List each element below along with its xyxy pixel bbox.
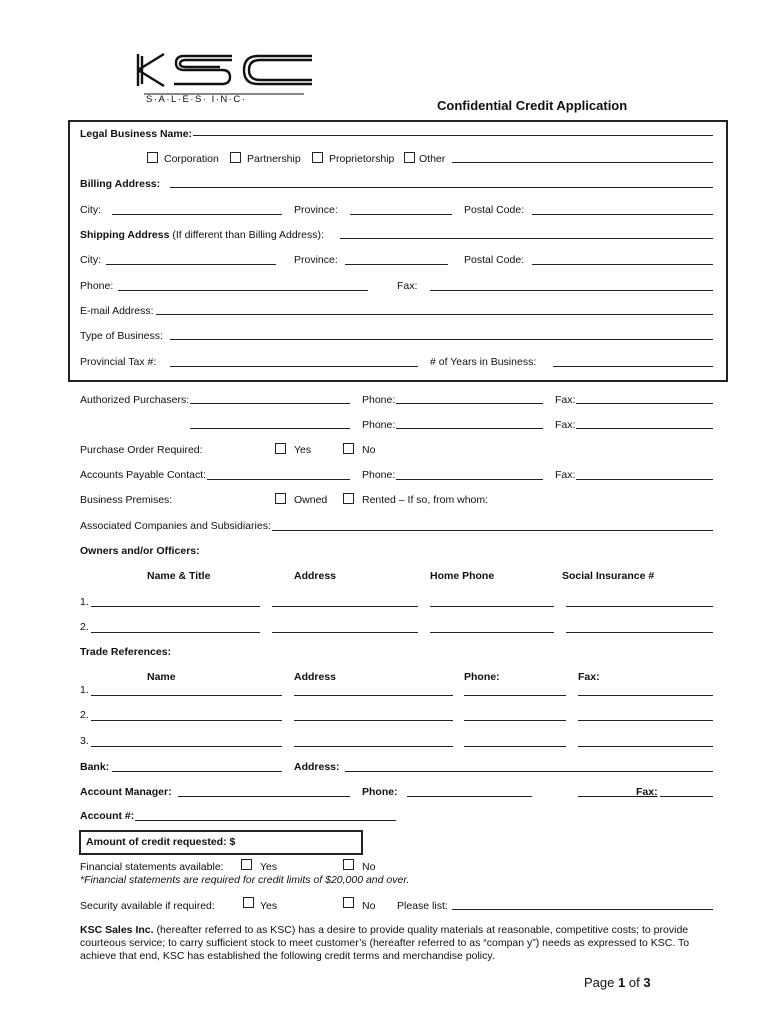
proprietorship-label: Proprietorship bbox=[329, 153, 395, 165]
trade-3-fax[interactable] bbox=[578, 746, 713, 747]
authorized-label: Authorized Purchasers: bbox=[80, 394, 190, 406]
fax-field[interactable] bbox=[430, 290, 713, 291]
owners-heading: Owners and/or Officers: bbox=[80, 545, 200, 557]
shipping-field[interactable] bbox=[340, 238, 713, 239]
auth-fax-field-1[interactable] bbox=[576, 403, 713, 404]
trade-2-phone[interactable] bbox=[464, 720, 566, 721]
bank-address-field[interactable] bbox=[345, 771, 713, 772]
trade-col-name: Name bbox=[147, 671, 176, 683]
trade-row-2-number: 2. bbox=[80, 709, 89, 721]
owned-checkbox[interactable] bbox=[275, 493, 286, 504]
trade-1-name[interactable] bbox=[91, 695, 282, 696]
ship-province-label: Province: bbox=[294, 254, 338, 266]
bank-address-label: Address: bbox=[294, 761, 340, 773]
auth-phone-field-1[interactable] bbox=[396, 403, 543, 404]
trade-heading: Trade References: bbox=[80, 646, 172, 658]
owner-row-1-number: 1. bbox=[80, 596, 89, 608]
terms-company: KSC Sales Inc. bbox=[80, 924, 154, 936]
trade-row-3-number: 3. bbox=[80, 735, 89, 747]
prov-tax-field[interactable] bbox=[170, 366, 418, 367]
years-field[interactable] bbox=[553, 366, 713, 367]
owners-col-name: Name & Title bbox=[147, 570, 211, 582]
fax-label: Fax: bbox=[397, 280, 418, 292]
authorized-field-2[interactable] bbox=[190, 428, 350, 429]
bank-phone-label: Phone: bbox=[362, 786, 398, 798]
prov-tax-label: Provincial Tax #: bbox=[80, 356, 157, 368]
rented-label: Rented – If so, from whom: bbox=[362, 494, 489, 506]
partnership-label: Partnership bbox=[247, 153, 301, 165]
security-label: Security available if required: bbox=[80, 900, 215, 912]
trade-2-name[interactable] bbox=[91, 720, 282, 721]
authorized-field-1[interactable] bbox=[190, 403, 350, 404]
corporation-label: Corporation bbox=[164, 153, 219, 165]
please-list-label: Please list: bbox=[397, 900, 448, 912]
fin-no-checkbox[interactable] bbox=[343, 859, 354, 870]
owner-2-sin[interactable] bbox=[566, 632, 713, 633]
years-label: # of Years in Business: bbox=[430, 356, 537, 368]
trade-3-phone[interactable] bbox=[464, 746, 566, 747]
auth-phone-label-1: Phone: bbox=[362, 394, 396, 406]
other-field[interactable] bbox=[452, 162, 713, 163]
auth-phone-field-2[interactable] bbox=[396, 428, 543, 429]
type-business-field[interactable] bbox=[170, 339, 713, 340]
ap-contact-label: Accounts Payable Contact: bbox=[80, 469, 207, 481]
ship-city-field[interactable] bbox=[106, 264, 276, 265]
manager-field[interactable] bbox=[178, 796, 350, 797]
trade-col-address: Address bbox=[294, 671, 337, 683]
trade-1-fax[interactable] bbox=[578, 695, 713, 696]
credit-amount-label: Amount of credit requested: $ bbox=[86, 836, 236, 848]
shipping-label-note: (If different than Billing Address): bbox=[172, 229, 324, 241]
account-field[interactable] bbox=[135, 820, 396, 821]
owner-2-phone[interactable] bbox=[430, 632, 554, 633]
phone-label: Phone: bbox=[80, 280, 114, 292]
fin-yes-checkbox[interactable] bbox=[241, 859, 252, 870]
phone-field[interactable] bbox=[118, 290, 368, 291]
legal-name-label: Legal Business Name: bbox=[80, 128, 193, 140]
owner-1-address[interactable] bbox=[272, 606, 418, 607]
trade-3-address[interactable] bbox=[294, 746, 453, 747]
owners-col-sin: Social Insurance # bbox=[562, 570, 655, 582]
po-yes-label: Yes bbox=[294, 444, 312, 456]
fin-no-label: No bbox=[362, 861, 376, 873]
security-yes-checkbox[interactable] bbox=[243, 897, 254, 908]
premises-label: Business Premises: bbox=[80, 494, 173, 506]
po-required-label: Purchase Order Required: bbox=[80, 444, 203, 456]
owner-1-name[interactable] bbox=[91, 606, 260, 607]
auth-fax-label-2: Fax: bbox=[555, 419, 576, 431]
shipping-label bbox=[80, 229, 324, 241]
bank-field[interactable] bbox=[112, 771, 282, 772]
ship-city-label: City: bbox=[80, 254, 101, 266]
bank-phone-field[interactable] bbox=[407, 796, 532, 797]
ap-fax-field[interactable] bbox=[576, 479, 713, 480]
email-field[interactable] bbox=[156, 314, 713, 315]
terms-paragraph bbox=[80, 924, 700, 963]
page-of: of bbox=[628, 975, 640, 990]
other-label: Other bbox=[419, 153, 446, 165]
owner-1-sin[interactable] bbox=[566, 606, 713, 607]
ap-phone-label: Phone: bbox=[362, 469, 396, 481]
security-no-checkbox[interactable] bbox=[343, 897, 354, 908]
page-current: 1 bbox=[618, 975, 626, 990]
postal-field[interactable] bbox=[532, 214, 713, 215]
svg-text:S·A·L·E·S· I·N·C·: S·A·L·E·S· I·N·C· bbox=[146, 94, 247, 105]
email-label: E-mail Address: bbox=[80, 305, 154, 317]
bank-fax-label: Fax: bbox=[636, 786, 658, 798]
manager-label: Account Manager: bbox=[80, 786, 172, 798]
trade-row-1-number: 1. bbox=[80, 684, 89, 696]
account-label: Account #: bbox=[80, 810, 135, 822]
bank-fax-field[interactable] bbox=[660, 796, 713, 797]
other-checkbox[interactable] bbox=[404, 152, 415, 163]
associated-field[interactable] bbox=[272, 530, 713, 531]
owned-label: Owned bbox=[294, 494, 328, 506]
legal-name-field[interactable] bbox=[193, 135, 713, 136]
trade-col-phone: Phone: bbox=[464, 671, 500, 683]
province-field[interactable] bbox=[350, 214, 452, 215]
page-indicator bbox=[584, 975, 651, 990]
po-yes-checkbox[interactable] bbox=[275, 443, 286, 454]
auth-fax-field-2[interactable] bbox=[576, 428, 713, 429]
bank-fax-pre-field[interactable] bbox=[578, 796, 636, 797]
auth-fax-label-1: Fax: bbox=[555, 394, 576, 406]
owner-row-2-number: 2. bbox=[80, 621, 89, 633]
ap-phone-field[interactable] bbox=[396, 479, 543, 480]
city-field[interactable] bbox=[112, 214, 282, 215]
owner-2-address[interactable] bbox=[272, 632, 418, 633]
corporation-checkbox[interactable] bbox=[147, 152, 158, 163]
ship-province-field[interactable] bbox=[345, 264, 448, 265]
owners-col-address: Address bbox=[294, 570, 337, 582]
po-no-label: No bbox=[362, 444, 376, 456]
fin-yes-label: Yes bbox=[260, 861, 278, 873]
owner-1-phone[interactable] bbox=[430, 606, 554, 607]
security-yes-label: Yes bbox=[260, 900, 278, 912]
please-list-field[interactable] bbox=[452, 909, 713, 910]
ksc-logo bbox=[134, 50, 319, 106]
type-business-label: Type of Business: bbox=[80, 330, 163, 342]
trade-2-address[interactable] bbox=[294, 720, 453, 721]
rented-checkbox[interactable] bbox=[343, 493, 354, 504]
terms-text: (hereafter referred to as KSC) has a desire to provide quality materials at reasonable, competitive costs; to provide courteous service; to carry sufficient stock to meet customer’s (hereafter referred to as “compan y”) needs as expressed to KSC. To achieve that end, KSC has established the following credit terms and merchandise policy. bbox=[80, 924, 690, 962]
page-total: 3 bbox=[643, 975, 651, 990]
fin-statements-label: Financial statements available: bbox=[80, 861, 224, 873]
shipping-label-bold: Shipping Address bbox=[80, 229, 170, 241]
trade-1-address[interactable] bbox=[294, 695, 453, 696]
trade-2-fax[interactable] bbox=[578, 720, 713, 721]
trade-1-phone[interactable] bbox=[464, 695, 566, 696]
owners-col-phone: Home Phone bbox=[430, 570, 495, 582]
ap-fax-label: Fax: bbox=[555, 469, 576, 481]
province-label: Province: bbox=[294, 204, 338, 216]
page-word: Page bbox=[584, 975, 615, 990]
trade-col-fax: Fax: bbox=[578, 671, 600, 683]
rented-field[interactable] bbox=[492, 504, 713, 505]
security-no-label: No bbox=[362, 900, 376, 912]
po-no-checkbox[interactable] bbox=[343, 443, 354, 454]
fin-note: *Financial statements are required for credit limits of $20,000 and over. bbox=[80, 874, 410, 886]
ship-postal-field[interactable] bbox=[532, 264, 713, 265]
ap-contact-field[interactable] bbox=[207, 479, 350, 480]
proprietorship-checkbox[interactable] bbox=[312, 152, 323, 163]
partnership-checkbox[interactable] bbox=[230, 152, 241, 163]
auth-phone-label-2: Phone: bbox=[362, 419, 396, 431]
form-title: Confidential Credit Application bbox=[437, 98, 628, 113]
trade-3-name[interactable] bbox=[91, 746, 282, 747]
city-label: City: bbox=[80, 204, 101, 216]
billing-field[interactable] bbox=[170, 187, 713, 188]
billing-label: Billing Address: bbox=[80, 178, 161, 190]
ship-postal-label: Postal Code: bbox=[464, 254, 525, 266]
postal-label: Postal Code: bbox=[464, 204, 525, 216]
owner-2-name[interactable] bbox=[91, 632, 260, 633]
associated-label: Associated Companies and Subsidiaries: bbox=[80, 520, 271, 532]
bank-label: Bank: bbox=[80, 761, 110, 773]
